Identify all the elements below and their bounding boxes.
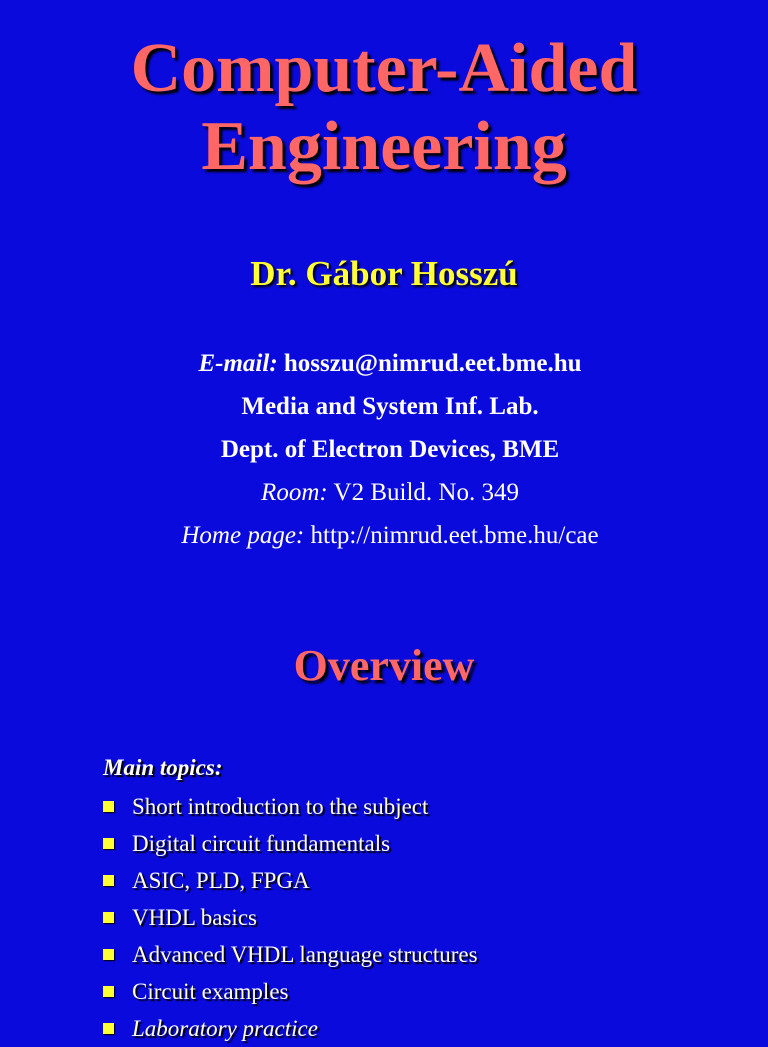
topic-text: ASIC, PLD, FPGA xyxy=(132,868,310,893)
email-line xyxy=(0,342,768,385)
bullet-square-icon xyxy=(103,1023,114,1034)
list-item xyxy=(103,788,478,825)
lab-line: Media and System Inf. Lab. xyxy=(241,393,539,420)
topics-list xyxy=(103,788,478,1047)
topic-text: Advanced VHDL language structures xyxy=(132,942,478,967)
topics-label: Main topics: xyxy=(103,755,223,780)
home-page-link[interactable]: http://nimrud.eet.bme.hu/cae xyxy=(310,522,599,549)
bullet-square-icon xyxy=(103,801,114,812)
overview-heading: Overview xyxy=(293,641,475,690)
email-label: E-mail: xyxy=(198,350,278,377)
list-item xyxy=(103,862,478,899)
list-item xyxy=(103,899,478,936)
home-page-label: Home page: xyxy=(181,522,305,549)
room-line xyxy=(0,471,768,514)
topic-text: Laboratory practice xyxy=(132,1016,318,1041)
title-line-2: Engineering xyxy=(201,108,567,185)
list-item xyxy=(103,825,478,862)
contact-block xyxy=(0,342,768,557)
home-page-line xyxy=(0,514,768,557)
room-label: Room: xyxy=(261,479,328,506)
topic-text: Digital circuit fundamentals xyxy=(132,831,391,856)
dept-line: Dept. of Electron Devices, BME xyxy=(220,436,560,463)
bullet-square-icon xyxy=(103,875,114,886)
slide-title xyxy=(0,30,768,186)
email-value: hosszu@nimrud.eet.bme.hu xyxy=(283,350,582,377)
list-item xyxy=(103,936,478,973)
bullet-square-icon xyxy=(103,912,114,923)
bullet-square-icon xyxy=(103,986,114,997)
title-line-1: Computer-Aided xyxy=(130,30,638,107)
room-value: V2 Build. No. 349 xyxy=(333,479,519,506)
topic-text: VHDL basics xyxy=(132,905,257,930)
bullet-square-icon xyxy=(103,949,114,960)
topic-text: Circuit examples xyxy=(132,979,289,1004)
list-item xyxy=(103,1010,478,1047)
topic-text: Short introduction to the subject xyxy=(132,794,429,819)
list-item xyxy=(103,973,478,1010)
bullet-square-icon xyxy=(103,838,114,849)
author-name: Dr. Gábor Hosszú xyxy=(250,254,518,293)
